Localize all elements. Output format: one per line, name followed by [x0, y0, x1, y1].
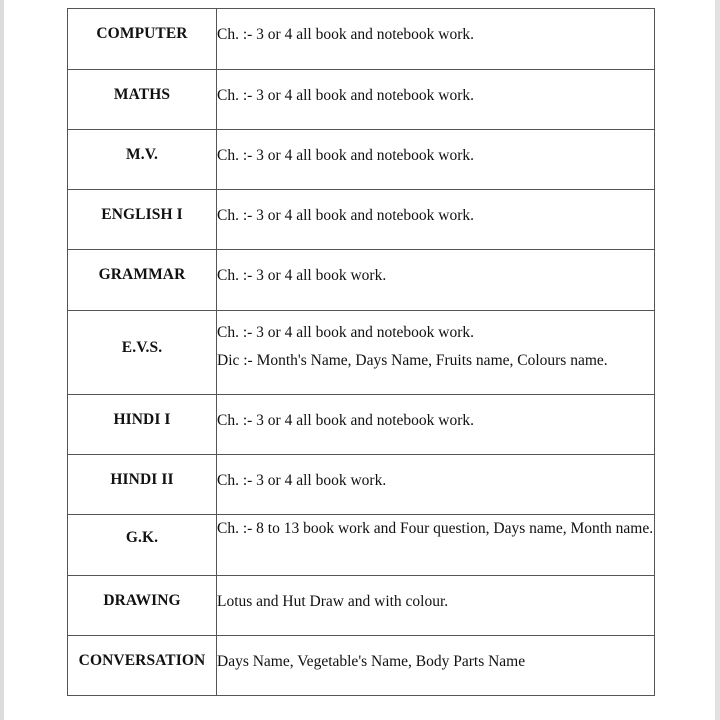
- work-text: Ch. :- 3 or 4 all book work.: [217, 267, 387, 284]
- work-text: Lotus and Hut Draw and with colour.: [217, 593, 449, 610]
- table-row: [68, 311, 655, 395]
- subject-cell: [68, 190, 217, 250]
- subject-cell: [68, 455, 217, 515]
- subject-label: CONVERSATION: [78, 652, 206, 669]
- work-text: Ch. :- 3 or 4 all book and notebook work.: [217, 26, 475, 43]
- subject-cell: [68, 311, 217, 395]
- subject-label: M.V.: [126, 146, 158, 163]
- work-cell: [217, 636, 655, 696]
- work-text: Ch. :- 3 or 4 all book and notebook work.: [217, 147, 475, 164]
- scrollbar-track[interactable]: [715, 0, 720, 720]
- subject-label: E.V.S.: [121, 339, 163, 356]
- subject-label: COMPUTER: [96, 25, 188, 42]
- subject-cell: [68, 395, 217, 455]
- subject-cell: [68, 576, 217, 636]
- subject-cell: [68, 250, 217, 311]
- work-text: Dic :- Month's Name, Days Name, Fruits name, Colours name.: [217, 352, 608, 369]
- work-cell: [217, 250, 655, 311]
- work-text: Ch. :- 3 or 4 all book and notebook work.: [217, 324, 475, 341]
- work-text: Ch. :- 3 or 4 all book and notebook work.: [217, 87, 475, 104]
- table-row: [68, 190, 655, 250]
- work-cell: [217, 455, 655, 515]
- subject-cell: [68, 636, 217, 696]
- subject-label: HINDI II: [110, 471, 174, 488]
- work-text: Ch. :- 3 or 4 all book and notebook work.: [217, 412, 475, 429]
- work-cell: [217, 190, 655, 250]
- subject-label: DRAWING: [103, 592, 181, 609]
- subject-cell: [68, 70, 217, 130]
- subject-label: G.K.: [125, 529, 159, 546]
- subject-label: HINDI I: [113, 411, 171, 428]
- work-cell: [217, 515, 655, 576]
- table-row: [68, 515, 655, 576]
- work-cell: [217, 70, 655, 130]
- work-cell: [217, 130, 655, 190]
- table-row: [68, 70, 655, 130]
- subject-label: ENGLISH I: [101, 206, 183, 223]
- work-cell: [217, 311, 655, 395]
- table-row: [68, 9, 655, 70]
- table-row: [68, 576, 655, 636]
- work-text: Ch. :- 3 or 4 all book and notebook work.: [217, 207, 475, 224]
- subject-label: MATHS: [113, 86, 171, 103]
- work-text: Days Name, Vegetable's Name, Body Parts Name: [217, 653, 526, 670]
- syllabus-table: [67, 8, 655, 696]
- table-row: [68, 130, 655, 190]
- table-row: [68, 636, 655, 696]
- subject-cell: [68, 515, 217, 576]
- work-cell: [217, 395, 655, 455]
- page-edge-left: [0, 0, 4, 720]
- work-cell: [217, 576, 655, 636]
- subject-cell: [68, 9, 217, 70]
- table-row: [68, 250, 655, 311]
- work-cell: [217, 9, 655, 70]
- subject-cell: [68, 130, 217, 190]
- subject-label: GRAMMAR: [98, 266, 186, 283]
- table-row: [68, 455, 655, 515]
- work-text: Ch. :- 3 or 4 all book work.: [217, 472, 387, 489]
- work-text: Ch. :- 8 to 13 book work and Four question, Days name, Month name.: [217, 520, 654, 537]
- table-row: [68, 395, 655, 455]
